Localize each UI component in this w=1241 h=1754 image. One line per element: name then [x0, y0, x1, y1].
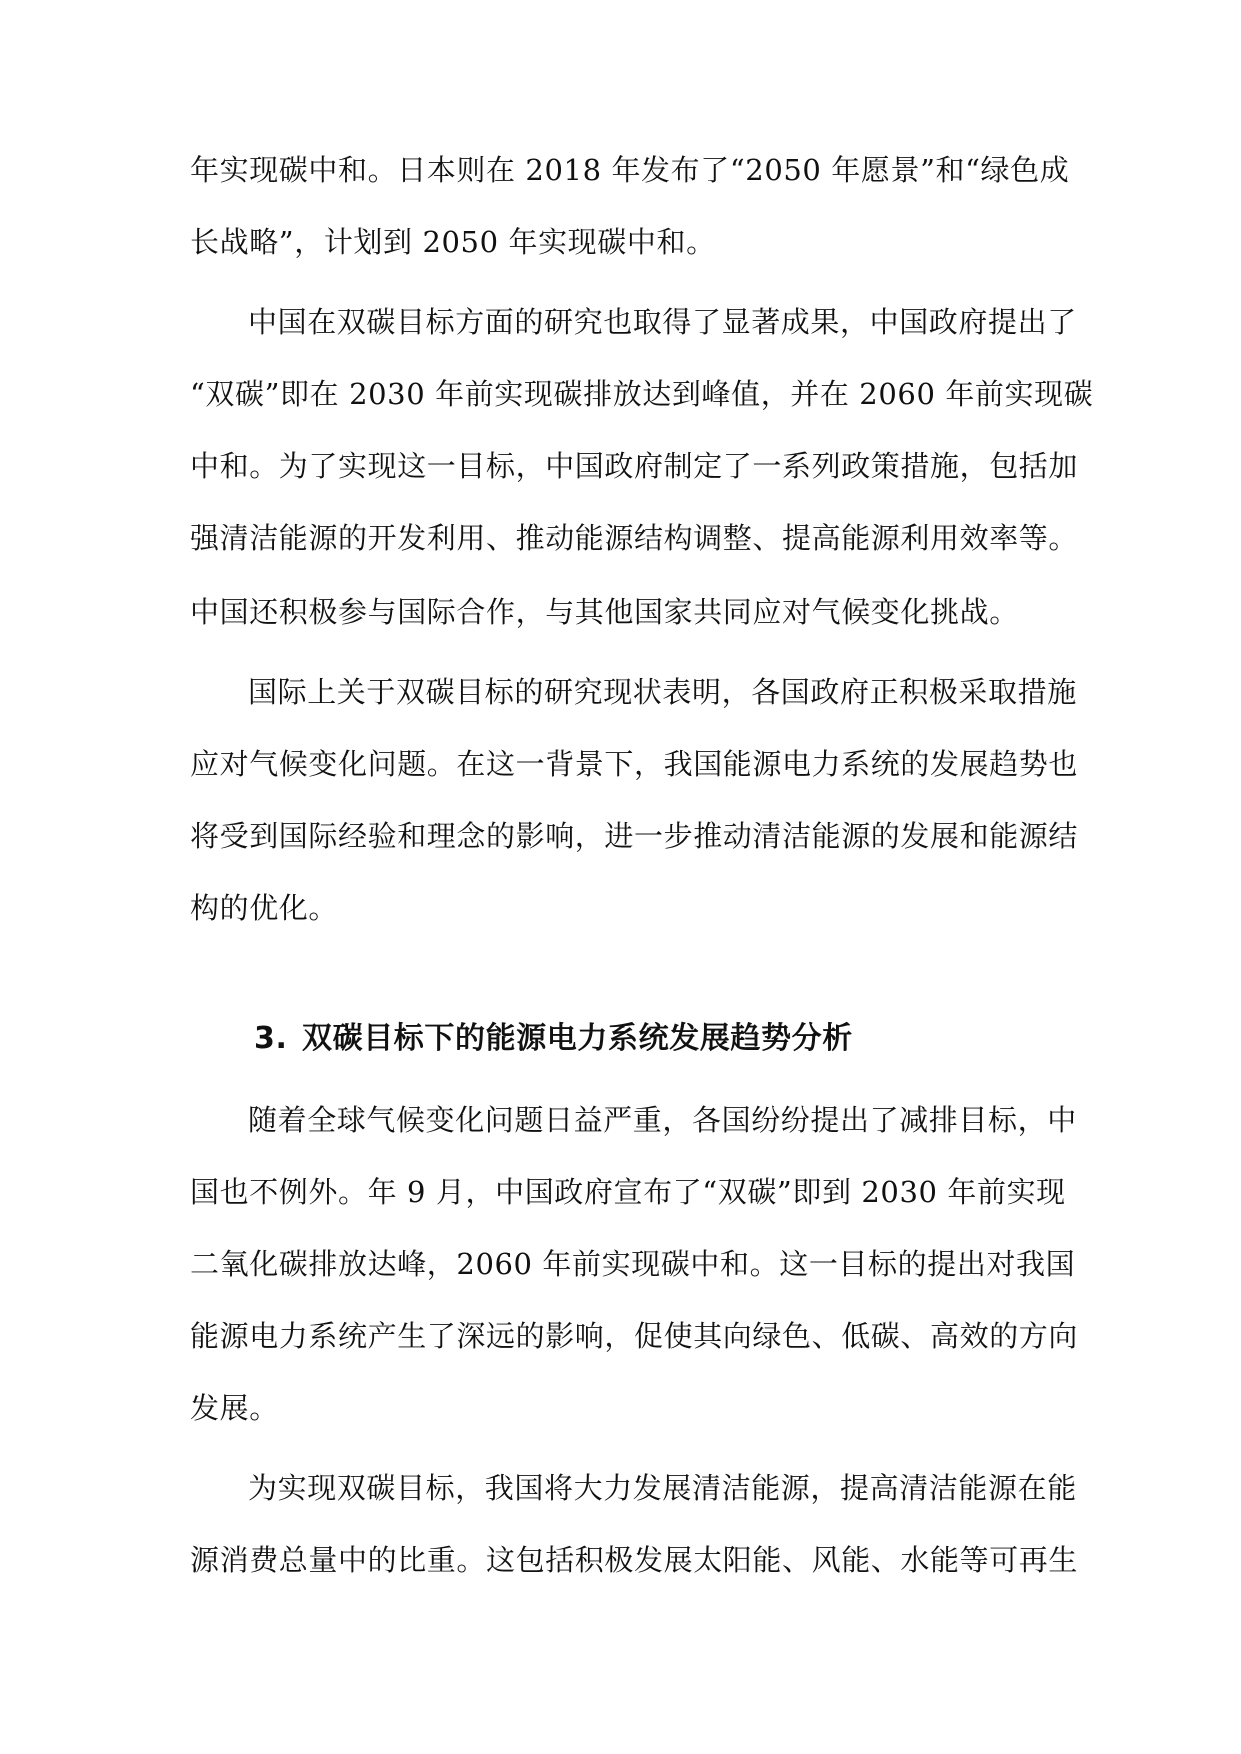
paragraph-3-line-3: 将受到国际经验和理念的影响，进一步推动清洁能源的发展和能源结 — [190, 819, 1079, 853]
paragraph-1-line-2: 长战略”，计划到 2050 年实现碳中和。 — [190, 225, 716, 259]
paragraph-4-line-5: 发展。 — [190, 1391, 279, 1425]
paragraph-4-line-1: 随着全球气候变化问题日益严重，各国纷纷提出了减排目标，中 — [248, 1103, 1077, 1137]
paragraph-3-line-2: 应对气候变化问题。在这一背景下，我国能源电力系统的发展趋势也 — [190, 747, 1079, 781]
section-heading — [254, 1018, 1074, 1060]
paragraph-2-line-4: 强清洁能源的开发利用、推动能源结构调整、提高能源利用效率等。 — [190, 521, 1079, 555]
paragraph-2-line-5: 中国还积极参与国际合作，与其他国家共同应对气候变化挑战。 — [190, 595, 1019, 629]
paragraph-3-line-4: 构的优化。 — [190, 891, 339, 925]
section-number: 3. — [254, 1021, 288, 1056]
paragraph-4-line-3: 二氧化碳排放达峰，2060 年前实现碳中和。这一目标的提出对我国 — [190, 1247, 1076, 1281]
paragraph-3-line-1: 国际上关于双碳目标的研究现状表明，各国政府正积极采取措施 — [248, 675, 1077, 709]
paragraph-2-line-1: 中国在双碳目标方面的研究也取得了显著成果，中国政府提出了 — [248, 305, 1077, 339]
paragraph-5-line-2: 源消费总量中的比重。这包括积极发展太阳能、风能、水能等可再生 — [190, 1543, 1079, 1577]
paragraph-2-line-3: 中和。为了实现这一目标，中国政府制定了一系列政策措施，包括加 — [190, 449, 1079, 483]
paragraph-1-line-1: 年实现碳中和。日本则在 2018 年发布了“2050 年愿景”和“绿色成 — [190, 153, 1070, 187]
paragraph-5-line-1: 为实现双碳目标，我国将大力发展清洁能源，提高清洁能源在能 — [248, 1471, 1077, 1505]
section-title: 双碳目标下的能源电力系统发展趋势分析 — [302, 1021, 853, 1056]
paragraph-2-line-2: “双碳”即在 2030 年前实现碳排放达到峰值，并在 2060 年前实现碳 — [190, 377, 1094, 411]
paragraph-4-line-2: 国也不例外。年 9 月，中国政府宣布了“双碳”即到 2030 年前实现 — [190, 1175, 1066, 1209]
paragraph-4-line-4: 能源电力系统产生了深远的影响，促使其向绿色、低碳、高效的方向 — [190, 1319, 1079, 1353]
